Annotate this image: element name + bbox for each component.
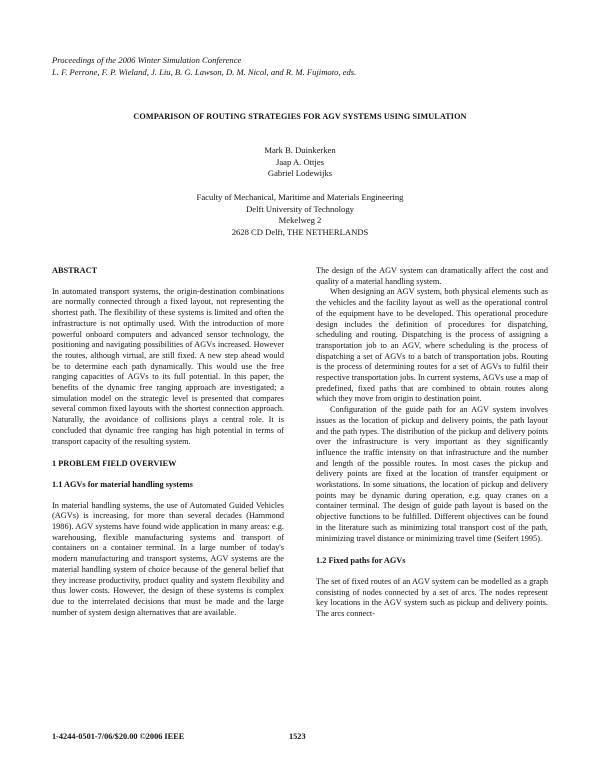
page-number: 1523 <box>289 732 306 741</box>
section-1-1-text: In material handling systems, the use of Automated Guided Vehicles (AGVs) is increasing, for more than several decades (Hammond 1986). AGV systems have found wide application in many areas: e.g. warehousing, flexible manufacturing systems and transport of containers on a container terminal. In a large number of today's modern manufacturing and transport systems, AGV systems are the material handling system of choice because of the general belief that they increase productivity, product quality and system flexibility and thus lower costs. However, the design of these systems is complex due to the interrelated decisions that must be made and the large number of system design alternatives that are available. <box>52 500 284 617</box>
abstract-text: In automated transport systems, the origin-destination combinations are normally connected through a fixed layout, not representing the shortest path. The flexibility of these systems is limited and often the infrastructure is not optimally used. With the introduction of more powerful onboard computers and advanced sensor technology, the positioning and navigating possibilities of AGVs increased. However the routes, although virtual, are still fixed. A new step ahead would be to determine each path dynamically. This would use the free ranging capacities of AGVs to its full potential. In this paper, the benefits of the dynamic free ranging approach are investigated; a simulation model on the strategic level is presented that compares several common fixed layouts with the shortest connection approach. Naturally, the avoidance of collisions plays a central role. It is concluded that dynamic free ranging has high potential in terms of transport capacity of the resulting system. <box>52 286 284 446</box>
right-column <box>316 266 548 620</box>
paragraph-guide-path: Configuration of the guide path for an AGV system involves issues as the location of pickup and delivery points, the path layout and the path types. The distribution of the pickup and delivery points over the infrastructure is very important as they significantly influence the traffic intensity on that infrastructure and the number and length of the possible routes. In most cases the pickup and delivery points are fixed at the location of transfer equipment or workstations. In some situations, the location of pickup and delivery points may be dynamic during operation, e.g. quay cranes on a container terminal. The design of guide path layout is based on the objective functions to be fulfilled. Different objectives can be found in the literature such as minimizing total transport cost of the path, minimizing travel distance or minimizing travel time (Seifert 1995). <box>316 405 548 543</box>
paragraph-fixed-routes: The set of fixed routes of an AGV system can be modelled as a graph consisting of nodes connected by a set of arcs. The nodes represent key locations in the AGV system such as pickup and delivery points. The arcs connect- <box>316 576 548 619</box>
affiliation-street: Mekelweg 2 <box>278 215 322 226</box>
paragraph-operational-design: When designing an AGV system, both physical elements such as the vehicles and the facility layout as well as the operational control of the equipment have to be developed. This operational procedure design includes the definition of procedures for dispatching, scheduling and routing. Dispatching is the process of assigning a transportation job to an AGV, where scheduling is the process of dispatching a set of AGVs to a batch of transportation jobs. Routing is the process of determining routes for a set of AGVs to fulfil their respective transportation jobs. In current systems, AGVs use a map of predefined, fixed paths that are combined to obtain routes along which they move from origin to destination point. <box>316 287 548 404</box>
author-name: Mark B. Duinkerken <box>264 145 336 155</box>
header-line-conference: Proceedings of the 2006 Winter Simulation Conference <box>52 55 242 65</box>
header-line-editors: L. F. Perrone, F. P. Wieland, J. Liu, B. G. Lawson, D. M. Nicol, and R. M. Fujimoto, eds. <box>52 67 357 77</box>
abstract-heading: ABSTRACT <box>52 266 98 275</box>
footer-isbn: 1-4244-0501-7/06/$20.00 ©2006 IEEE <box>52 732 185 741</box>
affiliation-university: Delft University of Technology <box>246 203 354 214</box>
author-name: Gabriel Lodewijks <box>267 168 333 179</box>
affiliation-city: 2628 CD Delft, THE NETHERLANDS <box>231 226 369 237</box>
left-column <box>52 266 284 618</box>
section-1-2-heading: 1.2 Fixed paths for AGVs <box>316 556 406 566</box>
affiliation-block <box>0 192 600 238</box>
paragraph-design-cost: The design of the AGV system can dramatically affect the cost and quality of a material handling system. <box>316 266 548 286</box>
author-name: Jaap A. Ottjes <box>276 156 324 167</box>
affiliation-faculty: Faculty of Mechanical, Maritime and Materials Engineering <box>196 192 404 202</box>
proceedings-header <box>52 54 356 78</box>
author-block <box>0 145 600 180</box>
section-1-1-heading: 1.1 AGVs for material handling systems <box>52 479 193 489</box>
paper-title: COMPARISON OF ROUTING STRATEGIES FOR AGV SYSTEMS USING SIMULATION <box>133 112 467 121</box>
section-1-heading: 1 PROBLEM FIELD OVERVIEW <box>52 459 177 469</box>
